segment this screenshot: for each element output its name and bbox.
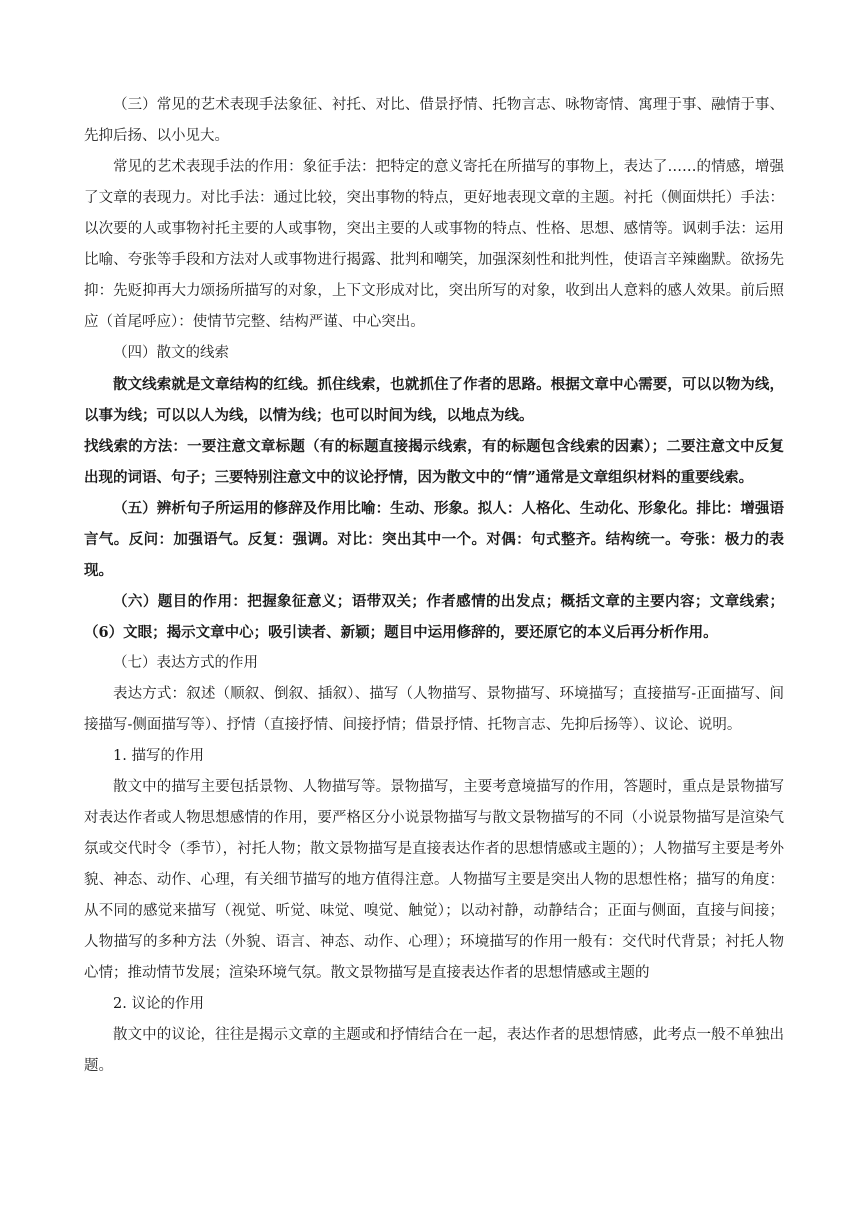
expression-modes-paragraph: 表达方式：叙述（顺叙、倒叙、插叙）、描写（人物描写、景物描写、环境描写；直接描写-正面描写、间接描写-侧面描写等）、抒情（直接抒情、间接抒情；借景抒情、托物言志、先抑后扬等）、议论、说明。 bbox=[84, 686, 784, 733]
clue-definition-paragraph: 散文线索就是文章结构的红线。抓住线索，也就抓住了作者的思路。根据文章中心需要，可以以物为线，以事为线；可以以人为线，以情为线；也可以时间为线，以地点为线。 bbox=[84, 376, 784, 424]
section-6-title-function-paragraph: （六）题目的作用：把握象征意义；语带双关；作者感情的出发点；概括文章的主要内容；文章线索；（6）文眼；揭示文章中心；吸引读者、新颖；题目中运用修辞的，要还原它的本义后再分析作用。 bbox=[84, 593, 784, 641]
argument-function-paragraph: 散文中的议论，往往是揭示文章的主题或和抒情结合在一起，表达作者的思想情感，此考点一般不单独出题。 bbox=[84, 1027, 784, 1074]
section-3-art-techniques: （三）常见的艺术表现手法象征、衬托、对比、借景抒情、托物言志、咏物寄情、寓理于事、融情于事、先抑后扬、以小见大。 bbox=[84, 97, 784, 144]
description-function-paragraph: 散文中的描写主要包括景物、人物描写等。景物描写，主要考意境描写的作用，答题时，重点是景物描写对表达作者或人物思想感情的作用，要严格区分小说景物描写与散文景物描写的不同（小说景物描写是渲染气氛或交代时令（季节），衬托人物；散文景物描写是直接表达作者的思想情感或主题的）；人物描写主要是考外貌、神态、动作、心理，有关细节描写的地方值得注意。人物描写主要是突出人物的思想性格；描写的角度：从不同的感觉来描写（视觉、听觉、味觉、嗅觉、触觉）；以动衬静，动静结合；正面与侧面，直接与间接；人物描写的多种方法（外貌、语言、神态、动作、心理）；环境描写的作用一般有：交代时代背景；衬托人物心情；推动情节发展；渲染环境气氛。散文景物描写是直接表达作者的思想情感或主题的 bbox=[84, 779, 784, 981]
section-4-heading: （四）散文的线索 bbox=[113, 345, 229, 361]
subheading-argument-function: 2. 议论的作用 bbox=[113, 996, 204, 1012]
section-5-rhetoric-paragraph: （五）辨析句子所运用的修辞及作用比喻：生动、形象。拟人：人格化、生动化、形象化。排比：增强语言气。反问：加强语气。反复：强调。对比：突出其中一个。对偶：句式整齐。结构统一。夸张：极力的表现。 bbox=[84, 500, 784, 579]
art-techniques-effects-paragraph: 常见的艺术表现手法的作用：象征手法：把特定的意义寄托在所描写的事物上，表达了……的情感，增强了文章的表现力。对比手法：通过比较，突出事物的特点，更好地表现文章的主题。衬托（侧面烘托）手法：以次要的人或事物衬托主要的人或事物，突出主要的人或事物的特点、性格、思想、感情等。讽刺手法：运用比喻、夸张等手段和方法对人或事物进行揭露、批判和嘲笑，加强深刻性和批判性，使语言辛辣幽默。欲扬先抑：先贬抑再大力颂扬所描写的对象，上下文形成对比，突出所写的对象，收到出人意料的感人效果。前后照应（首尾呼应）：使情节完整、结构严谨、中心突出。 bbox=[84, 159, 784, 330]
clue-finding-methods-paragraph: 找线索的方法：一要注意文章标题（有的标题直接揭示线索，有的标题包含线索的因素）；二要注意文中反复出现的词语、句子；三要特别注意文中的议论抒情，因为散文中的“情”通常是文章组织材料的重要线索。 bbox=[84, 438, 784, 486]
section-7-heading: （七）表达方式的作用 bbox=[113, 655, 258, 671]
subheading-description-function: 1. 描写的作用 bbox=[113, 748, 204, 764]
